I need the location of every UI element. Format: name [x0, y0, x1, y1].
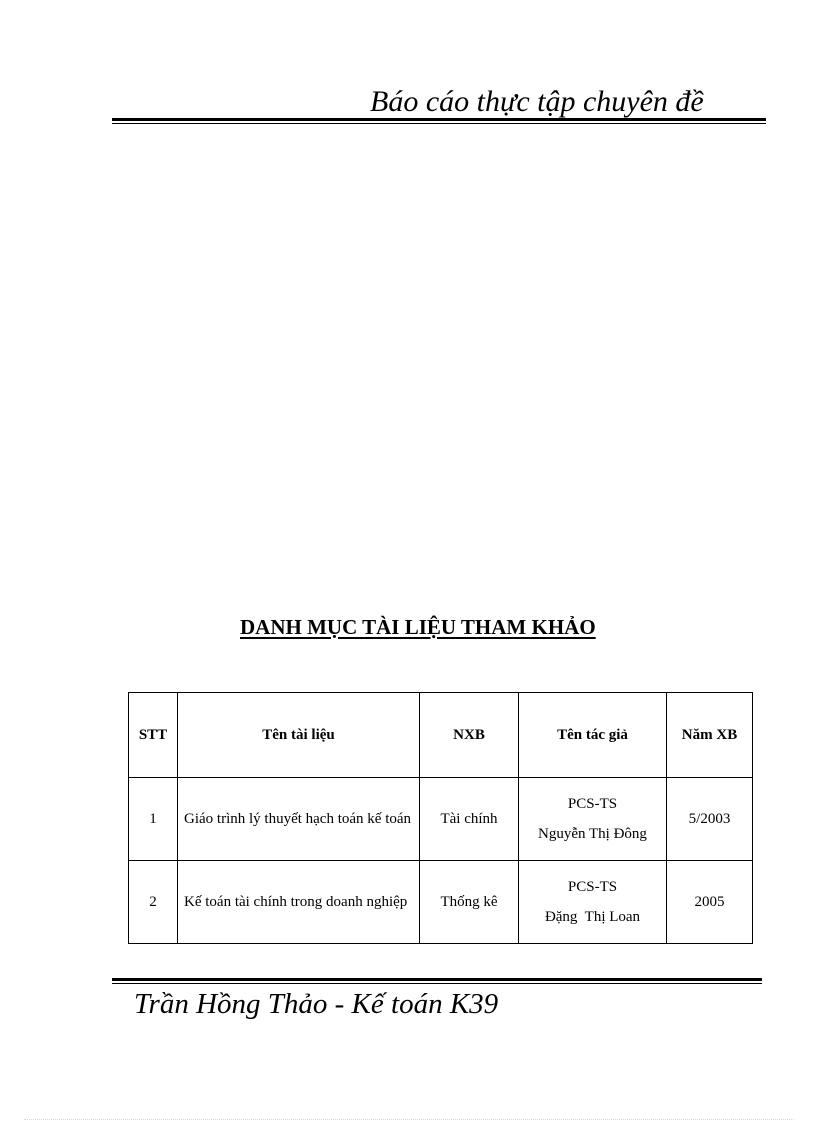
- cell-stt: 2: [129, 861, 178, 944]
- cell-year: 5/2003: [667, 778, 753, 861]
- header-divider-thick: [112, 118, 766, 121]
- author-degree: PCS-TS: [567, 879, 618, 895]
- cell-author: [519, 778, 667, 861]
- footer-divider-thin: [112, 983, 762, 984]
- author-name: Đặng Thị Loan: [544, 909, 641, 925]
- cell-publisher: Thống kê: [420, 861, 519, 944]
- cell-publisher: Tài chính: [420, 778, 519, 861]
- cell-title: Giáo trình lý thuyết hạch toán kế toán: [178, 778, 420, 861]
- cell-title: Kế toán tài chính trong doanh nghiệp: [178, 861, 420, 944]
- column-header-author: Tên tác giả: [519, 693, 667, 778]
- cell-author: [519, 861, 667, 944]
- references-table: [128, 692, 753, 944]
- table-header-row: [129, 693, 753, 778]
- column-header-year: Năm XB: [667, 693, 753, 778]
- column-header-title: Tên tài liệu: [178, 693, 420, 778]
- cell-stt: 1: [129, 778, 178, 861]
- footer-divider-thick: [112, 978, 762, 981]
- author-degree: PCS-TS: [567, 796, 618, 812]
- column-header-stt: STT: [129, 693, 178, 778]
- author-name: Nguyễn Thị Đông: [538, 826, 647, 842]
- header-divider-thin: [112, 123, 766, 124]
- section-title: DANH MỤC TÀI LIỆU THAM KHẢO: [240, 615, 596, 639]
- column-header-publisher: NXB: [420, 693, 519, 778]
- page-edge-divider: [24, 1119, 794, 1120]
- table-row: [129, 778, 753, 861]
- footer-author: Trần Hồng Thảo - Kế toán K39: [134, 988, 499, 1020]
- page-header-title: Báo cáo thực tập chuyên đề: [370, 85, 704, 118]
- cell-year: 2005: [667, 861, 753, 944]
- table-row: [129, 861, 753, 944]
